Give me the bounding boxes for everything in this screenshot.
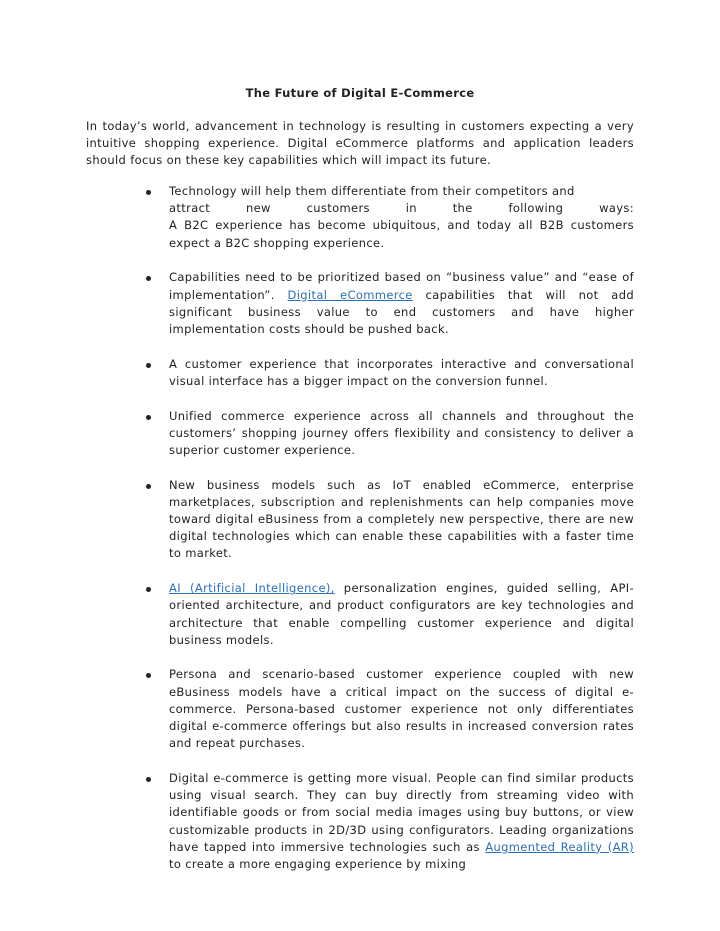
intro-paragraph: In today’s world, advancement in technology is resulting in customers expecting a very intuitive shopping experience. Digital eCommerce platforms and application leaders should focus on these key capabilities which will impact its future. bbox=[86, 119, 634, 168]
bullet-text: Capabilities need to be prioritized based on “business value” and “ease of implementation”. bbox=[169, 270, 634, 302]
bullet-icon bbox=[146, 415, 151, 420]
bullet-text: capabilities that will not add significant business value to end customers and have higher implementation costs should be pushed back. bbox=[169, 287, 635, 336]
bullet-text: attract new customers in the following ways: bbox=[169, 201, 634, 216]
bullet-icon bbox=[146, 276, 151, 281]
bullet-icon bbox=[146, 777, 151, 782]
digital-ecommerce-link[interactable]: Digital eCommerce bbox=[287, 287, 413, 302]
bullet-item-business-models bbox=[0, 477, 634, 563]
bullet-text: Unified commerce experience across all channels and throughout the customers’ shopping journey offers flexibility and consistency to deliver a superior customer experience. bbox=[169, 408, 634, 457]
bullet-item-ai bbox=[0, 580, 634, 649]
bullet-text: New business models such as IoT enabled eCommerce, enterprise marketplaces, subscription and replenishments can help companies move toward digital eBusiness from a completely new perspective, there are new digital technologies which can enable these capabilities with a faster time to market. bbox=[169, 477, 634, 561]
bullet-item-capabilities bbox=[0, 269, 634, 338]
bullet-item-unified-commerce bbox=[0, 408, 634, 460]
bullet-text: Technology will help them differentiate from their competitors and bbox=[169, 184, 575, 198]
bullet-list bbox=[0, 183, 720, 891]
ai-link[interactable]: AI (Artificial Intelligence), bbox=[169, 581, 335, 596]
bullet-icon bbox=[146, 190, 151, 195]
bullet-item-customer-experience bbox=[0, 356, 634, 390]
bullet-item-visual-commerce bbox=[0, 770, 634, 873]
bullet-item-persona bbox=[0, 666, 634, 752]
bullet-text: Digital e-commerce is getting more visual. People can find similar products using visual search. They can buy directly from streaming video with identifiable goods or from social media images using buy buttons, or view customizable products in 2D/3D using configurators. Leading organizations have tapped into immersive technologies such as bbox=[169, 770, 634, 854]
bullet-text: to create a more engaging experience by mixing bbox=[169, 857, 467, 871]
bullet-text: Persona and scenario-based customer experience coupled with new eBusiness models have a critical impact on the success of digital e-commerce. Persona-based customer experience not only differentiates digital e-commerce offerings but also results in increased conversion rates and repeat purchases. bbox=[169, 667, 634, 751]
bullet-item-technology bbox=[0, 183, 634, 252]
bullet-text: A customer experience that incorporates interactive and conversational visual interface has a bigger impact on the conversion funnel. bbox=[169, 356, 634, 388]
bullet-icon bbox=[146, 587, 151, 592]
document-title: The Future of Digital E-Commerce bbox=[245, 86, 475, 100]
bullet-icon bbox=[146, 673, 151, 678]
bullet-text: personalization engines, guided selling, API-oriented architecture, and product configurators are key technologies and architecture that enable compelling customer experience and digital business models. bbox=[169, 581, 634, 647]
augmented-reality-link[interactable]: Augmented Reality (AR) bbox=[485, 839, 634, 854]
bullet-icon bbox=[146, 363, 151, 368]
bullet-icon bbox=[146, 484, 151, 489]
bullet-text: A B2C experience has become ubiquitous, and today all B2B customers expect a B2C shopping experience. bbox=[169, 218, 634, 250]
